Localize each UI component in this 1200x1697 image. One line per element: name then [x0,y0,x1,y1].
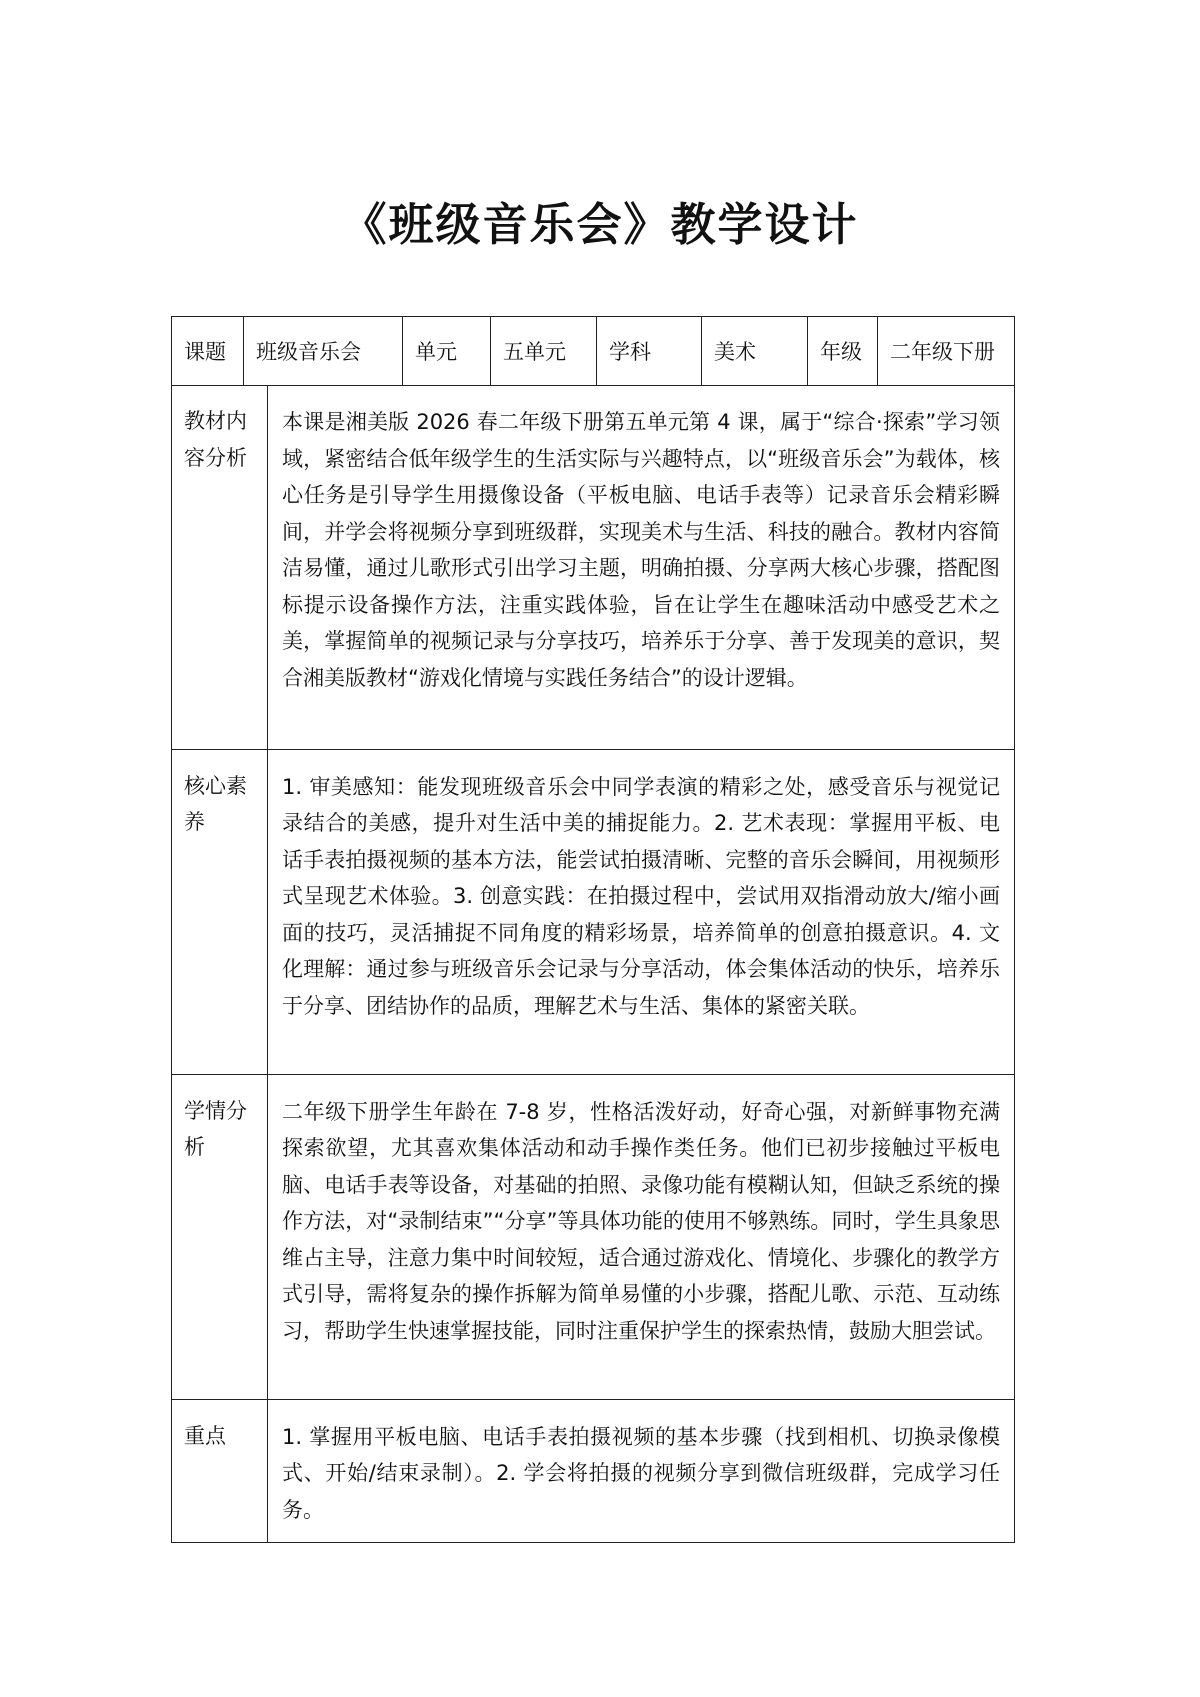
lesson-info-table [171,316,1015,386]
lesson-value: 班级音乐会 [244,317,403,386]
section-label-student-analysis: 学情分析 [172,1074,268,1399]
table-row [172,749,1015,1074]
lesson-label: 课题 [172,317,244,386]
grade-value: 二年级下册 [878,317,1015,386]
section-label-key-points: 重点 [172,1399,268,1542]
subject-value: 美术 [702,317,808,386]
section-content-material-analysis: 本课是湘美版 2026 春二年级下册第五单元第 4 课，属于“综合·探索”学习领域，紧密结合低年级学生的生活实际与兴趣特点，以“班级音乐会”为载体，核心任务是引导学生用摄像设备（平板电脑、电话手表等）记录音乐会精彩瞬间，并学会将视频分享到班级群，实现美术与生活、科技的融合。教材内容简洁易懂，通过儿歌形式引出学习主题，明确拍摄、分享两大核心步骤，搭配图标提示设备操作方法，注重实践体验，旨在让学生在趣味活动中感受艺术之美，掌握简单的视频记录与分享技巧，培养乐于分享、善于发现美的意识，契合湘美版教材“游戏化情境与实践任务结合”的设计逻辑。 [268,385,1015,749]
subject-label: 学科 [597,317,702,386]
design-content-table [171,385,1015,1543]
page-title: 《班级音乐会》教学设计 [341,198,859,251]
section-content-core-literacy: 1. 审美感知：能发现班级音乐会中同学表演的精彩之处，感受音乐与视觉记录结合的美感，提升对生活中美的捕捉能力。2. 艺术表现：掌握用平板、电话手表拍摄视频的基本方法，能尝试拍摄清晰、完整的音乐会瞬间，用视频形式呈现艺术体验。3. 创意实践：在拍摄过程中，尝试用双指滑动放大/缩小画面的技巧，灵活捕捉不同角度的精彩场景，培养简单的创意拍摄意识。4. 文化理解：通过参与班级音乐会记录与分享活动，体会集体活动的快乐，培养乐于分享、团结协作的品质，理解艺术与生活、集体的紧密关联。 [268,749,1015,1074]
table-row [172,1399,1015,1542]
unit-value: 五单元 [491,317,597,386]
section-content-student-analysis: 二年级下册学生年龄在 7-8 岁，性格活泼好动，好奇心强，对新鲜事物充满探索欲望，尤其喜欢集体活动和动手操作类任务。他们已初步接触过平板电脑、电话手表等设备，对基础的拍照、录像功能有模糊认知，但缺乏系统的操作方法，对“录制结束”“分享”等具体功能的使用不够熟练。同时，学生具象思维占主导，注意力集中时间较短，适合通过游戏化、情境化、步骤化的教学方式引导，需将复杂的操作拆解为简单易懂的小步骤，搭配儿歌、示范、互动练习，帮助学生快速掌握技能，同时注重保护学生的探索热情，鼓励大胆尝试。 [268,1074,1015,1399]
table-row [172,385,1015,749]
table-row [172,1074,1015,1399]
grade-label: 年级 [808,317,878,386]
section-label-material-analysis: 教材内容分析 [172,385,268,749]
section-content-key-points: 1. 掌握用平板电脑、电话手表拍摄视频的基本步骤（找到相机、切换录像模式、开始/结束录制）。2. 学会将拍摄的视频分享到微信班级群，完成学习任务。 [268,1399,1015,1542]
unit-label: 单元 [403,317,491,386]
section-label-core-literacy: 核心素养 [172,749,268,1074]
